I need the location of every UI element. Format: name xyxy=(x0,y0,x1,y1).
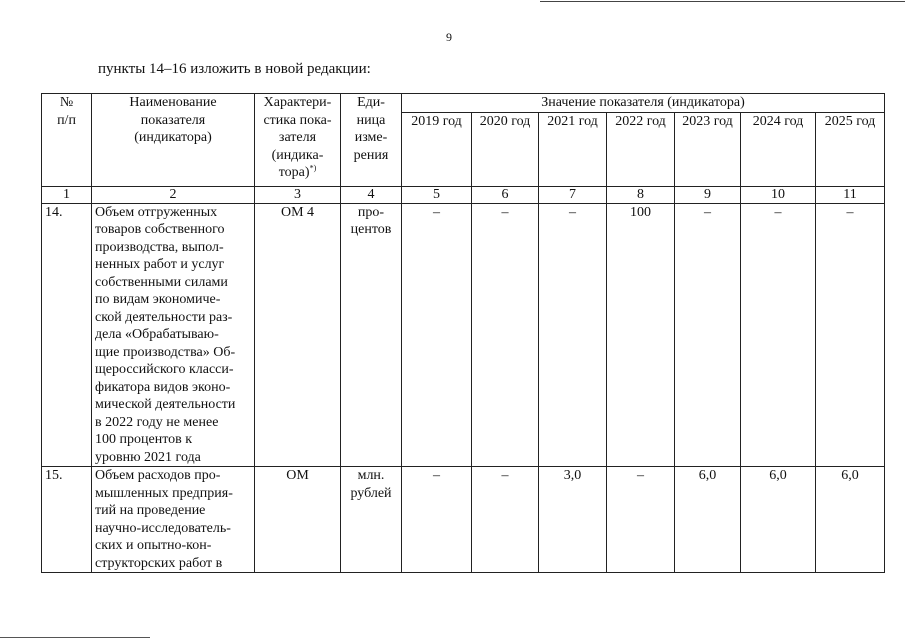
table-header-row-1 xyxy=(42,94,885,113)
row-name xyxy=(92,467,255,573)
column-number: 11 xyxy=(816,186,885,203)
row-name-line: щероссийского класси- xyxy=(95,362,234,377)
indicators-table xyxy=(41,93,885,573)
row-value: 6,0 xyxy=(816,467,885,573)
row-value: 100 xyxy=(607,203,675,467)
table-row xyxy=(42,467,885,573)
column-number: 2 xyxy=(92,186,255,203)
row-name-line: фикатора видов эконо- xyxy=(95,379,231,395)
header-year: 2019 год xyxy=(402,112,472,186)
header-num xyxy=(42,94,92,187)
row-name-line: мической деятельности xyxy=(95,397,236,412)
header-num-line: п/п xyxy=(57,112,76,128)
row-value: 6,0 xyxy=(741,467,816,573)
header-characteristic xyxy=(255,94,341,187)
column-number: 1 xyxy=(42,186,92,203)
intro-text: пункты 14–16 изложить в новой редакции: xyxy=(98,61,371,77)
row-unit-line: рублей xyxy=(350,485,392,501)
header-name-line: (индикатора) xyxy=(134,130,212,145)
header-characteristic-line: (индика- xyxy=(271,147,324,163)
row-unit xyxy=(341,467,402,573)
header-year: 2020 год xyxy=(472,112,539,186)
header-characteristic-line xyxy=(258,164,337,182)
header-unit-line: изме- xyxy=(354,130,388,145)
row-value: – xyxy=(539,203,607,467)
header-name xyxy=(92,94,255,187)
row-name-line: структорских работ в xyxy=(95,555,223,571)
row-value: – xyxy=(816,203,885,467)
row-value: – xyxy=(402,203,472,467)
scan-edge-line-top xyxy=(540,1,905,2)
row-name-line: дела «Обрабатываю- xyxy=(95,327,219,342)
header-characteristic-line: Характери- xyxy=(263,95,332,110)
header-characteristic-line: стика пока- xyxy=(263,112,332,128)
header-unit-line: рения xyxy=(353,147,389,163)
row-name-line: ской деятельности раз- xyxy=(95,309,233,325)
row-value: – xyxy=(472,203,539,467)
row-value: – xyxy=(741,203,816,467)
scan-edge-line-bottom xyxy=(0,637,150,638)
row-name-line: ненных работ и услуг xyxy=(95,257,225,272)
header-characteristic-text: тора) xyxy=(278,165,310,180)
row-value: – xyxy=(607,467,675,573)
row-name-line: научно-исследователь- xyxy=(95,520,231,536)
row-value: – xyxy=(675,203,741,467)
row-value: – xyxy=(402,467,472,573)
header-year: 2023 год xyxy=(675,112,741,186)
table-row xyxy=(42,203,885,467)
row-name-line: товаров собственного xyxy=(95,222,225,237)
header-unit-line: Еди- xyxy=(357,95,385,110)
header-year: 2025 год xyxy=(816,112,885,186)
column-number: 7 xyxy=(539,186,607,203)
header-year: 2022 год xyxy=(607,112,675,186)
row-name-line: по видам экономиче- xyxy=(95,292,221,307)
row-unit xyxy=(341,203,402,467)
header-unit xyxy=(341,94,402,187)
row-name-line: щие производства» Об- xyxy=(95,344,236,360)
row-name-line: 100 процентов к xyxy=(95,432,193,447)
column-number: 3 xyxy=(255,186,341,203)
row-name-line: тий на проведение xyxy=(95,503,206,518)
header-characteristic-line: зателя xyxy=(278,130,317,145)
row-characteristic: ОМ xyxy=(255,467,341,573)
header-unit-line: ница xyxy=(356,112,386,128)
row-characteristic: ОМ 4 xyxy=(255,203,341,467)
row-unit-line: млн. xyxy=(357,468,385,483)
column-number: 5 xyxy=(402,186,472,203)
column-number: 9 xyxy=(675,186,741,203)
row-value: – xyxy=(472,467,539,573)
header-name-line: показателя xyxy=(140,112,206,128)
header-year: 2021 год xyxy=(539,112,607,186)
row-value: 3,0 xyxy=(539,467,607,573)
row-name-line: собственными силами xyxy=(95,274,228,290)
column-numbers-row xyxy=(42,186,885,203)
column-number: 4 xyxy=(341,186,402,203)
column-number: 8 xyxy=(607,186,675,203)
row-name-line: уровню 2021 года xyxy=(95,449,201,465)
row-unit-line: центов xyxy=(350,222,392,237)
header-name-line: Наименование xyxy=(129,95,217,110)
row-name xyxy=(92,203,255,467)
header-values-group: Значение показателя (индикатора) xyxy=(402,94,885,113)
row-name-line: Объем расходов про- xyxy=(95,468,221,483)
column-number: 6 xyxy=(472,186,539,203)
row-name-line: Объем отгруженных xyxy=(95,204,218,220)
page-number: 9 xyxy=(446,30,452,44)
row-name-line: ских и опытно-кон- xyxy=(95,538,212,553)
row-num: 15. xyxy=(42,467,92,573)
row-num: 14. xyxy=(42,203,92,467)
header-num-line: № xyxy=(59,95,74,110)
footnote-mark: *) xyxy=(309,163,317,173)
row-unit-line: про- xyxy=(357,204,385,220)
row-name-line: производства, выпол- xyxy=(95,239,224,255)
column-number: 10 xyxy=(741,186,816,203)
row-value: 6,0 xyxy=(675,467,741,573)
header-year: 2024 год xyxy=(741,112,816,186)
row-name-line: в 2022 году не менее xyxy=(95,414,219,430)
row-name-line: мышленных предприя- xyxy=(95,485,233,501)
